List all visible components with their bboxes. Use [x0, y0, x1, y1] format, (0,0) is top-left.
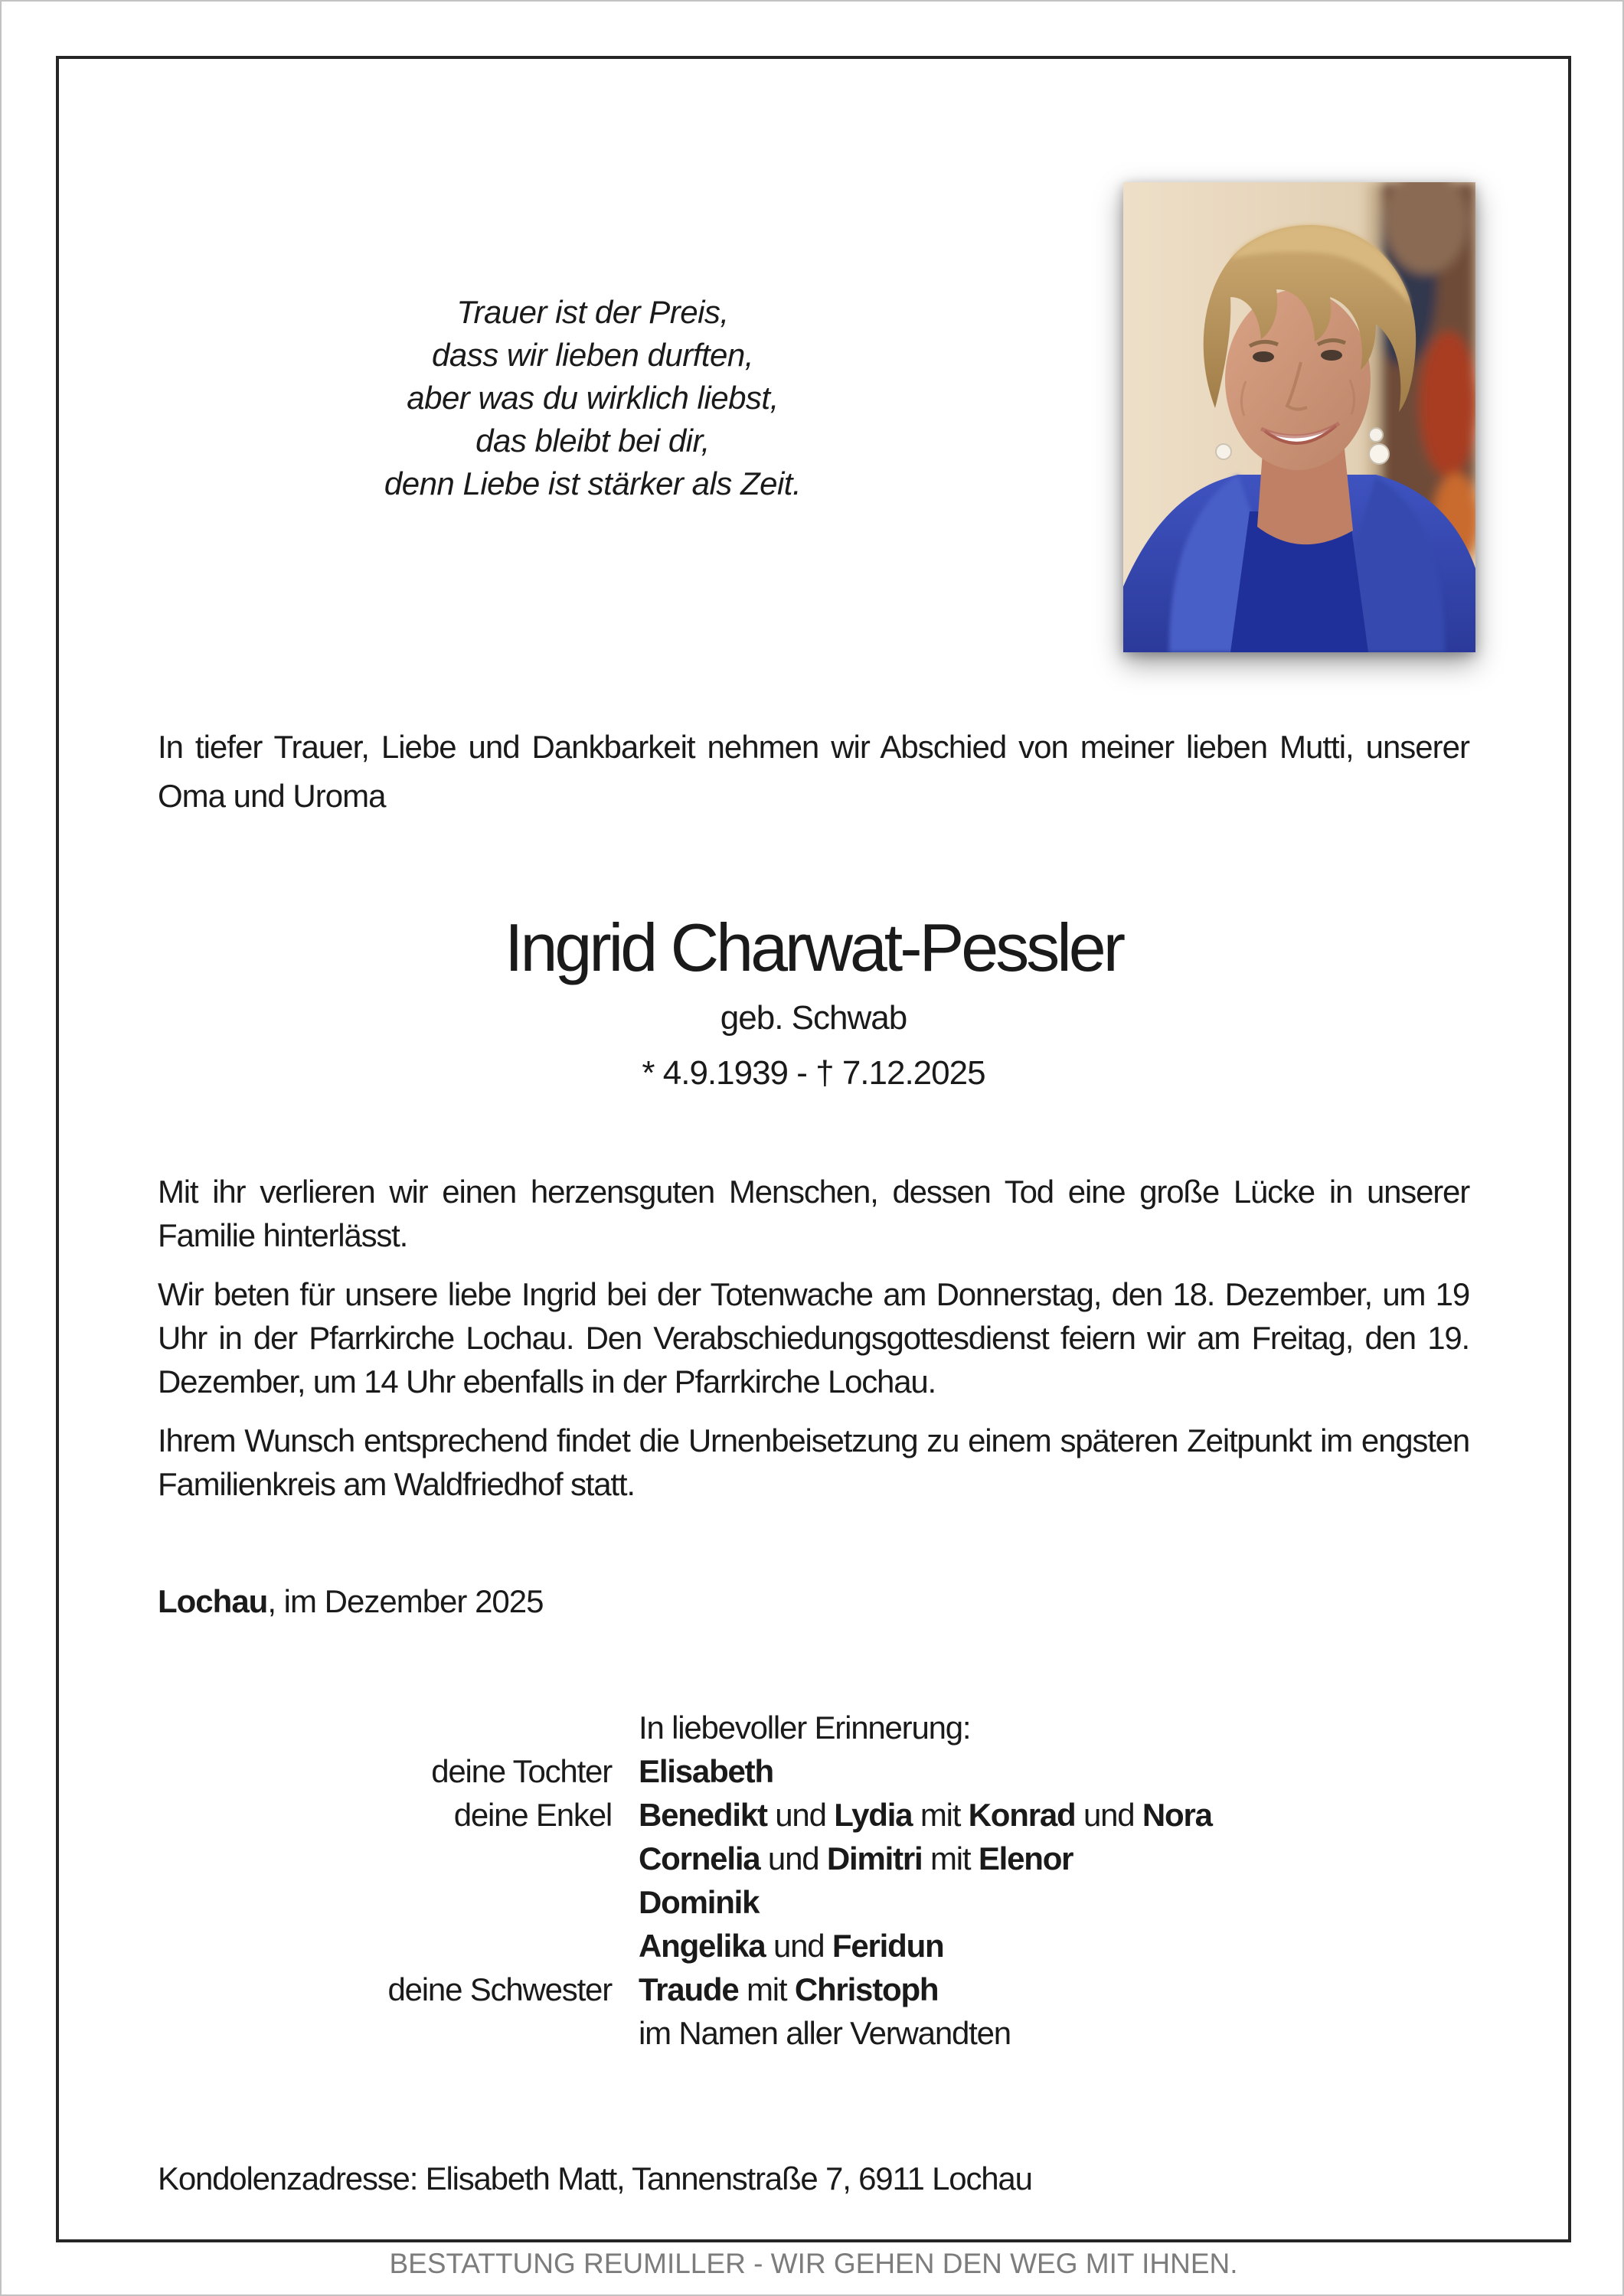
funeral-home-footer: BESTATTUNG REUMILLER - WIR GEHEN DEN WEG MIT IHNEN.: [389, 2248, 1238, 2279]
intro-text: In tiefer Trauer, Liebe und Dankbarkeit nehmen wir Abschied von meiner lieben Mutti, unserer Oma und Uroma: [158, 729, 1469, 814]
remembrance-row: [158, 1880, 1459, 1924]
birth-death-dates: * 4.9.1939 - † 7.12.2025: [642, 1054, 985, 1092]
relation-label: deine Enkel: [453, 1797, 612, 1833]
relative-names: Dominik: [639, 1884, 760, 1920]
poem-line: aber was du wirklich liebst,: [407, 380, 779, 416]
relation-label: deine Schwester: [387, 1971, 612, 2007]
mourning-poem: [133, 291, 1052, 505]
remembrance-label: [158, 1706, 612, 1749]
poem-line: Trauer ist der Preis,: [456, 294, 729, 330]
poem-line: das bleibt bei dir,: [475, 423, 710, 459]
remembrance-row: [158, 2011, 1459, 2055]
announcement-paragraph: Wir beten für unsere liebe Ingrid bei der Totenwache am Donnerstag, den 18. Dezember, um 19 Uhr in der Pfarrkirche Lochau. Den Verabschiedungsgottesdienst feiern wir am Freitag, den 19. Dezember, um 14 Uhr ebenfalls in der Pfarrkirche Lochau.: [158, 1276, 1469, 1399]
remembrance-row: [158, 1793, 1459, 1837]
remembrance-list: [158, 1706, 1459, 2055]
relation-label: [158, 1880, 612, 1924]
relation-label: [158, 1837, 612, 1880]
relative-names: Cornelia und Dimitri mit Elenor: [639, 1840, 1073, 1876]
maiden-name: geb. Schwab: [720, 999, 907, 1037]
place-date-line: [158, 1583, 544, 1620]
deceased-name: Ingrid Charwat-Pessler: [505, 910, 1122, 985]
remembrance-row: [158, 1749, 1459, 1793]
remembrance-row: [158, 1924, 1459, 1968]
place: Lochau: [158, 1583, 268, 1619]
relation-label: deine Tochter: [431, 1753, 612, 1789]
relative-names: im Namen aller Verwandten: [639, 2015, 1011, 2051]
relative-names: Elisabeth: [639, 1753, 773, 1789]
relation-label: [158, 2011, 612, 2055]
announcement-paragraph: Mit ihr verlieren wir einen herzensguten Menschen, dessen Tod eine große Lücke in unserer Familie hinterlässt.: [158, 1174, 1469, 1253]
remembrance-row: [158, 1968, 1459, 2011]
relative-names: Angelika und Feridun: [639, 1928, 944, 1964]
announcement-paragraphs: [158, 1170, 1469, 1521]
portrait-illustration: [1123, 182, 1475, 652]
remembrance-header-row: [158, 1706, 1459, 1749]
remembrance-header: In liebevoller Erinnerung:: [639, 1710, 971, 1746]
relative-names: Benedikt und Lydia mit Konrad und Nora: [639, 1797, 1212, 1833]
relation-label: [158, 1924, 612, 1968]
date-rest: , im Dezember 2025: [267, 1583, 544, 1619]
remembrance-row: [158, 1837, 1459, 1880]
poem-line: dass wir lieben durften,: [432, 337, 753, 373]
portrait-photo: [1123, 182, 1475, 652]
relative-names: Traude mit Christoph: [639, 1971, 939, 2007]
name-block: [2, 910, 1624, 1092]
condolence-address: Kondolenzadresse: Elisabeth Matt, Tannenstraße 7, 6911 Lochau: [158, 2160, 1032, 2196]
poem-line: denn Liebe ist stärker als Zeit.: [384, 465, 802, 501]
announcement-paragraph: Ihrem Wunsch entsprechend findet die Urnenbeisetzung zu einem späteren Zeitpunkt im engsten Familienkreis am Waldfriedhof statt.: [158, 1422, 1469, 1502]
